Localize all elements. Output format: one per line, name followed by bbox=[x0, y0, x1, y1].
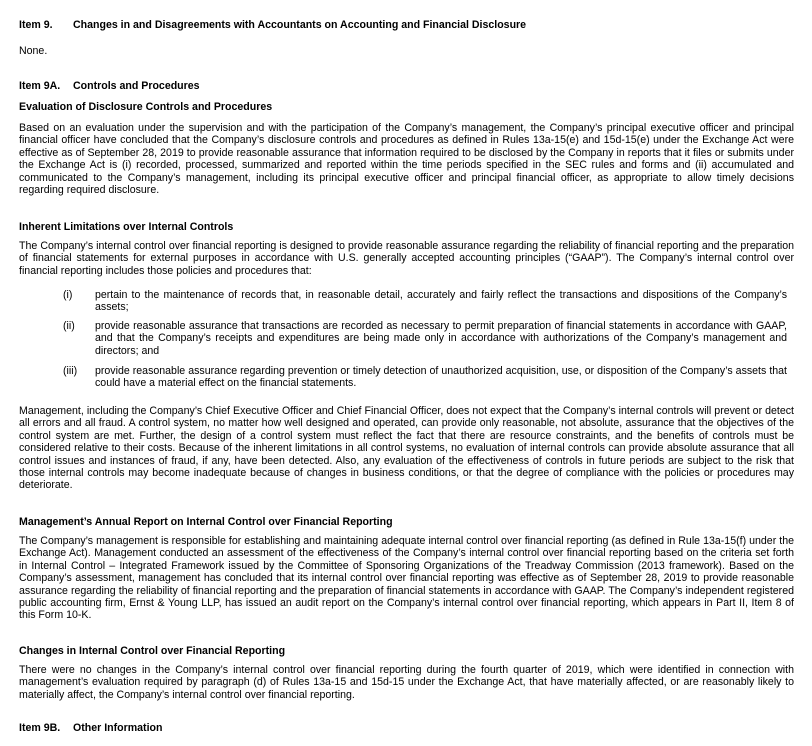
item-9b-heading bbox=[19, 722, 794, 734]
annual-report-heading: Management’s Annual Report on Internal Control over Financial Reporting bbox=[19, 516, 393, 528]
list-item-text: provide reasonable assurance regarding prevention or timely detection of unauthorized acquisition, use, or disposition of the Company’s assets that could have a material effect on the financial statements. bbox=[95, 365, 787, 390]
limitations-closing-paragraph: Management, including the Company’s Chief Executive Officer and Chief Financial Officer, does not expect that the Company’s internal controls will prevent or detect all errors and all fraud. A control system, no matter how well designed and operated, can provide only reasonable, not absolute, assurance that the objectives of the control system are met. Further, the design of a control system must reflect the fact that there are resource constraints, and the benefits of controls must be considered relative to their costs. Because of the inherent limitations in all control systems, no evaluation of internal controls can provide absolute assurance that all control issues and instances of fraud, if any, have been detected. Also, any evaluation of the effectiveness of controls in future periods are subject to the risk that those internal controls may become inadequate because of changes in business conditions, or that the degree of compliance with the policies or procedures may deteriorate. bbox=[19, 405, 794, 492]
limitations-intro-paragraph: The Company’s internal control over financial reporting is designed to provide reasonable assurance regarding the reliability of financial reporting and the preparation of financial statements for external purposes in accordance with U.S. generally accepted accounting principles (“GAAP”). The Company’s internal control over financial reporting includes those policies and procedures that: bbox=[19, 240, 794, 277]
item-9a-heading bbox=[19, 80, 794, 92]
item-9a-title: Controls and Procedures bbox=[73, 80, 200, 92]
list-item-number: (ii) bbox=[63, 320, 75, 332]
list-item-text: pertain to the maintenance of records that, in reasonable detail, accurately and fairly reflect the transactions and dispositions of the Company’s assets; bbox=[95, 289, 787, 314]
list-item-number: (i) bbox=[63, 289, 73, 301]
item-9-heading bbox=[19, 19, 794, 31]
item-9-body: None. bbox=[19, 45, 48, 57]
changes-heading: Changes in Internal Control over Financial Reporting bbox=[19, 645, 286, 657]
list-item-number: (iii) bbox=[63, 365, 78, 377]
limitations-heading: Inherent Limitations over Internal Controls bbox=[19, 221, 234, 233]
evaluation-paragraph: Based on an evaluation under the supervision and with the participation of the Company’s management, the Company’s principal executive officer and principal financial officer have concluded that the Company’s disclosure controls and procedures as defined in Rules 13a-15(e) and 15d-15(e) under the Exchange Act were effective as of September 28, 2019 to provide reasonable assurance that information required to be disclosed by the Company in reports that it files or submits under the Exchange Act is (i) recorded, processed, summarized and reported within the time periods specified in the SEC rules and forms and (ii) accumulated and communicated to the Company’s management, including its principal executive officer and principal financial officer, as appropriate to allow timely decisions regarding required disclosure. bbox=[19, 122, 794, 197]
item-9b-number: Item 9B. bbox=[19, 722, 61, 734]
changes-paragraph: There were no changes in the Company’s internal control over financial reporting during the fourth quarter of 2019, which were identified in connection with management’s evaluation required by paragraph (d) of Rules 13a-15 and 15d-15 under the Exchange Act, that have materially affected, or are reasonably likely to materially affect, the Company’s internal control over financial reporting. bbox=[19, 664, 794, 701]
item-9-number: Item 9. bbox=[19, 19, 53, 31]
annual-report-paragraph: The Company’s management is responsible for establishing and maintaining adequate internal control over financial reporting (as defined in Rule 13a-15(f) under the Exchange Act). Management conducted an assessment of the effectiveness of the Company’s internal control over financial reporting based on the criteria set forth in Internal Control – Integrated Framework issued by the Committee of Sponsoring Organizations of the Treadway Commission (2013 framework). Based on the Company’s assessment, management has concluded that its internal control over financial reporting was effective as of September 28, 2019 to provide reasonable assurance regarding the reliability of financial reporting and the preparation of financial statements in accordance with GAAP. The Company’s independent registered public accounting firm, Ernst & Young LLP, has issued an audit report on the Company’s internal control over financial reporting, which appears in Part II, Item 8 of this Form 10-K. bbox=[19, 535, 794, 622]
item-9-title: Changes in and Disagreements with Accountants on Accounting and Financial Disclosure bbox=[73, 19, 527, 31]
item-9b-title: Other Information bbox=[73, 722, 163, 734]
list-item-text: provide reasonable assurance that transactions are recorded as necessary to permit preparation of financial statements in accordance with GAAP, and that the Company’s receipts and expenditures are being made only in accordance with authorizations of the Company’s management and directors; and bbox=[95, 320, 787, 357]
evaluation-heading: Evaluation of Disclosure Controls and Procedures bbox=[19, 101, 273, 113]
item-9a-number: Item 9A. bbox=[19, 80, 61, 92]
